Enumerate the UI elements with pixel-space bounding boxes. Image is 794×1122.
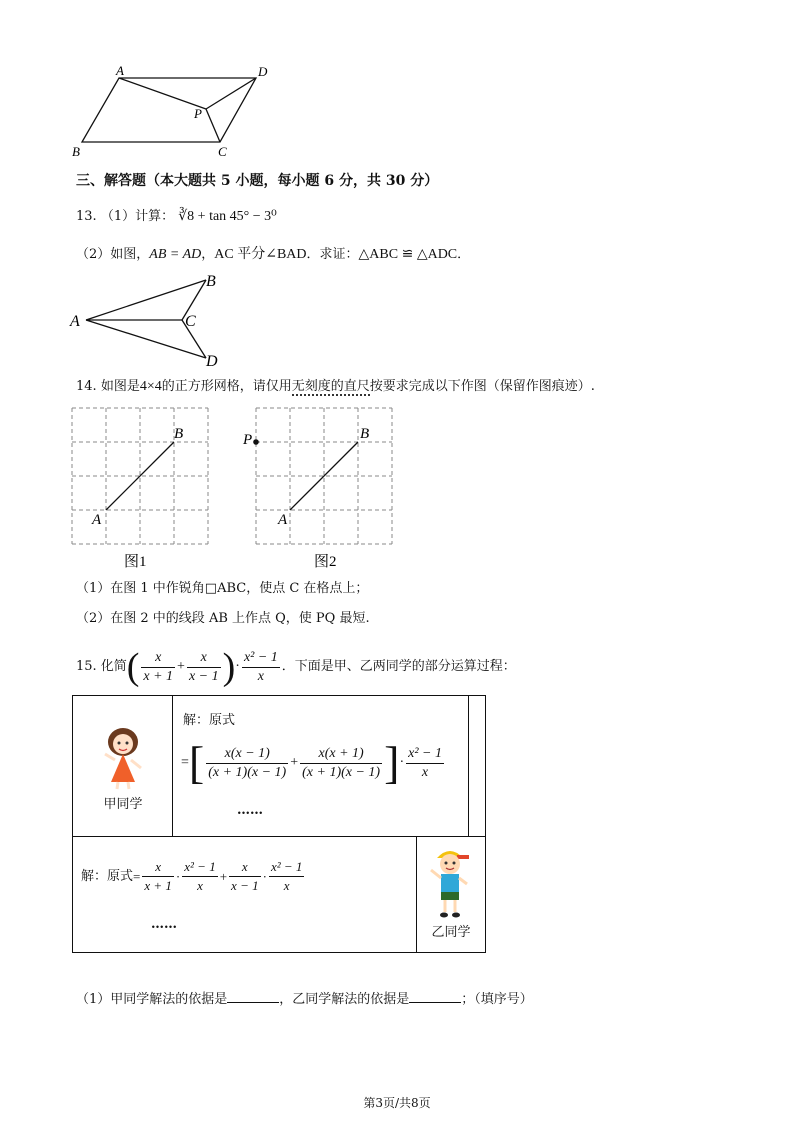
q15-p1-c: ；（填序号） bbox=[461, 992, 533, 1007]
q13-part2 bbox=[76, 246, 470, 264]
q14-grid-size: 4×4 bbox=[139, 379, 162, 394]
parallelogram-figure bbox=[68, 62, 278, 162]
q14-number: 14. bbox=[76, 379, 97, 394]
label-D: D bbox=[206, 353, 218, 370]
q13-end: ． bbox=[457, 247, 471, 262]
q14-stem bbox=[76, 378, 595, 396]
jia-intro: 解：原式 bbox=[183, 713, 236, 728]
q13-number: 13. bbox=[76, 209, 97, 224]
q13-p2-prefix: （2）如图， bbox=[76, 247, 150, 262]
answer-blank-2[interactable] bbox=[409, 990, 461, 1003]
q14-part2: （2）在图 2 中的线段 AB 上作点 Q，使 PQ 最短. bbox=[76, 611, 370, 626]
label-A: A bbox=[70, 313, 80, 330]
label-B: B bbox=[206, 273, 216, 290]
q13-p1-expression: ∛8 + tan 45° − 3⁰ bbox=[178, 209, 277, 224]
jia-student-cell bbox=[73, 696, 173, 836]
label-P: P bbox=[243, 432, 253, 448]
yi-dots: …… bbox=[151, 917, 177, 932]
q14-stem-b: 的正方形网格，请仅用 bbox=[161, 379, 292, 394]
figure-2-caption: 图2 bbox=[314, 554, 337, 570]
jia-student-name: 甲同学 bbox=[103, 797, 143, 812]
yi-student-name: 乙同学 bbox=[431, 925, 471, 940]
grid-figure-1 bbox=[68, 404, 218, 574]
section-heading: 三、解答题（本大题共 5 小题，每小题 6 分，共 30 分） bbox=[76, 173, 439, 189]
label-A: A bbox=[92, 512, 102, 528]
yi-intro: 解：原式 bbox=[81, 868, 134, 884]
q15-prefix: 化简 bbox=[100, 659, 127, 674]
girl-avatar-icon bbox=[99, 726, 147, 790]
q15-suffix: ．下面是甲、乙两同学的部分运算过程： bbox=[281, 659, 516, 674]
label-C: C bbox=[185, 313, 196, 330]
label-B: B bbox=[174, 426, 184, 442]
solution-table bbox=[72, 695, 486, 953]
answer-blank-1[interactable] bbox=[227, 990, 279, 1003]
label-B: B bbox=[360, 426, 370, 442]
q15-number: 15. bbox=[76, 659, 97, 674]
grid-figure-2 bbox=[240, 404, 400, 574]
q14-stem-a: 如图是 bbox=[100, 379, 140, 394]
label-P: P bbox=[194, 106, 202, 121]
label-B: B bbox=[72, 144, 80, 159]
label-C: C bbox=[218, 144, 227, 159]
q15-expression: ( $\frac{x}{x + 1}$ + $\frac{x}{x - 1}$ ) · $\frac{\text{x² − 1}}{x}$ bbox=[126, 646, 278, 688]
q13-goal: △ABC ≌ △ADC bbox=[358, 247, 458, 262]
label-A: A bbox=[278, 512, 288, 528]
q15-p1-a: （1）甲同学解法的依据是 bbox=[76, 992, 228, 1007]
q13-part1 bbox=[76, 208, 277, 226]
q14-part1: （1）在图 1 中作锐角□ABC，使点 C 在格点上； bbox=[76, 581, 369, 596]
yi-step: 解：原式 = $\frac{x}{x + 1}$ · $\frac{\text{x² − 1}}{x}$ + $\frac{x}{x - 1}$ · $\frac{\text{x² − 1}}{x}$ bbox=[81, 859, 303, 893]
jia-dots: …… bbox=[237, 803, 263, 818]
q15-part1 bbox=[76, 990, 533, 1009]
jia-solution-cell bbox=[173, 696, 469, 836]
figure-1-caption: 图1 bbox=[124, 554, 147, 570]
kite-figure bbox=[68, 270, 238, 370]
boy-avatar-icon bbox=[427, 844, 473, 920]
q15-p1-b: ，乙同学解法的依据是 bbox=[279, 992, 410, 1007]
q14-emphasis: 无刻度的直尺 bbox=[291, 379, 370, 394]
q13-condition-1: AB = AD bbox=[149, 247, 202, 262]
q13-sep: ， bbox=[201, 247, 215, 262]
q14-stem-c: 按要求完成以下作图（保留作图痕迹）. bbox=[369, 379, 595, 394]
yi-student-cell bbox=[417, 836, 485, 952]
point-P bbox=[253, 439, 259, 445]
q13-condition-2: AC 平分∠BAD bbox=[214, 247, 307, 262]
yi-solution-cell bbox=[73, 836, 417, 952]
jia-step: = [ $\frac{x(x - 1)}{(x + 1)(x - 1)}$ + $\frac{x(x + 1)}{(x + 1)(x - 1)}$ ] · $\frac{\text{x² − 1}}{x}$ bbox=[181, 737, 442, 788]
label-A: A bbox=[116, 63, 124, 78]
q13-p1-prefix: （1）计算： bbox=[100, 209, 175, 224]
label-D: D bbox=[258, 64, 268, 79]
page-footer: 第3页/共8页 bbox=[363, 1096, 431, 1110]
q13-mid: ．求证： bbox=[306, 247, 359, 262]
q15-stem bbox=[76, 644, 516, 690]
